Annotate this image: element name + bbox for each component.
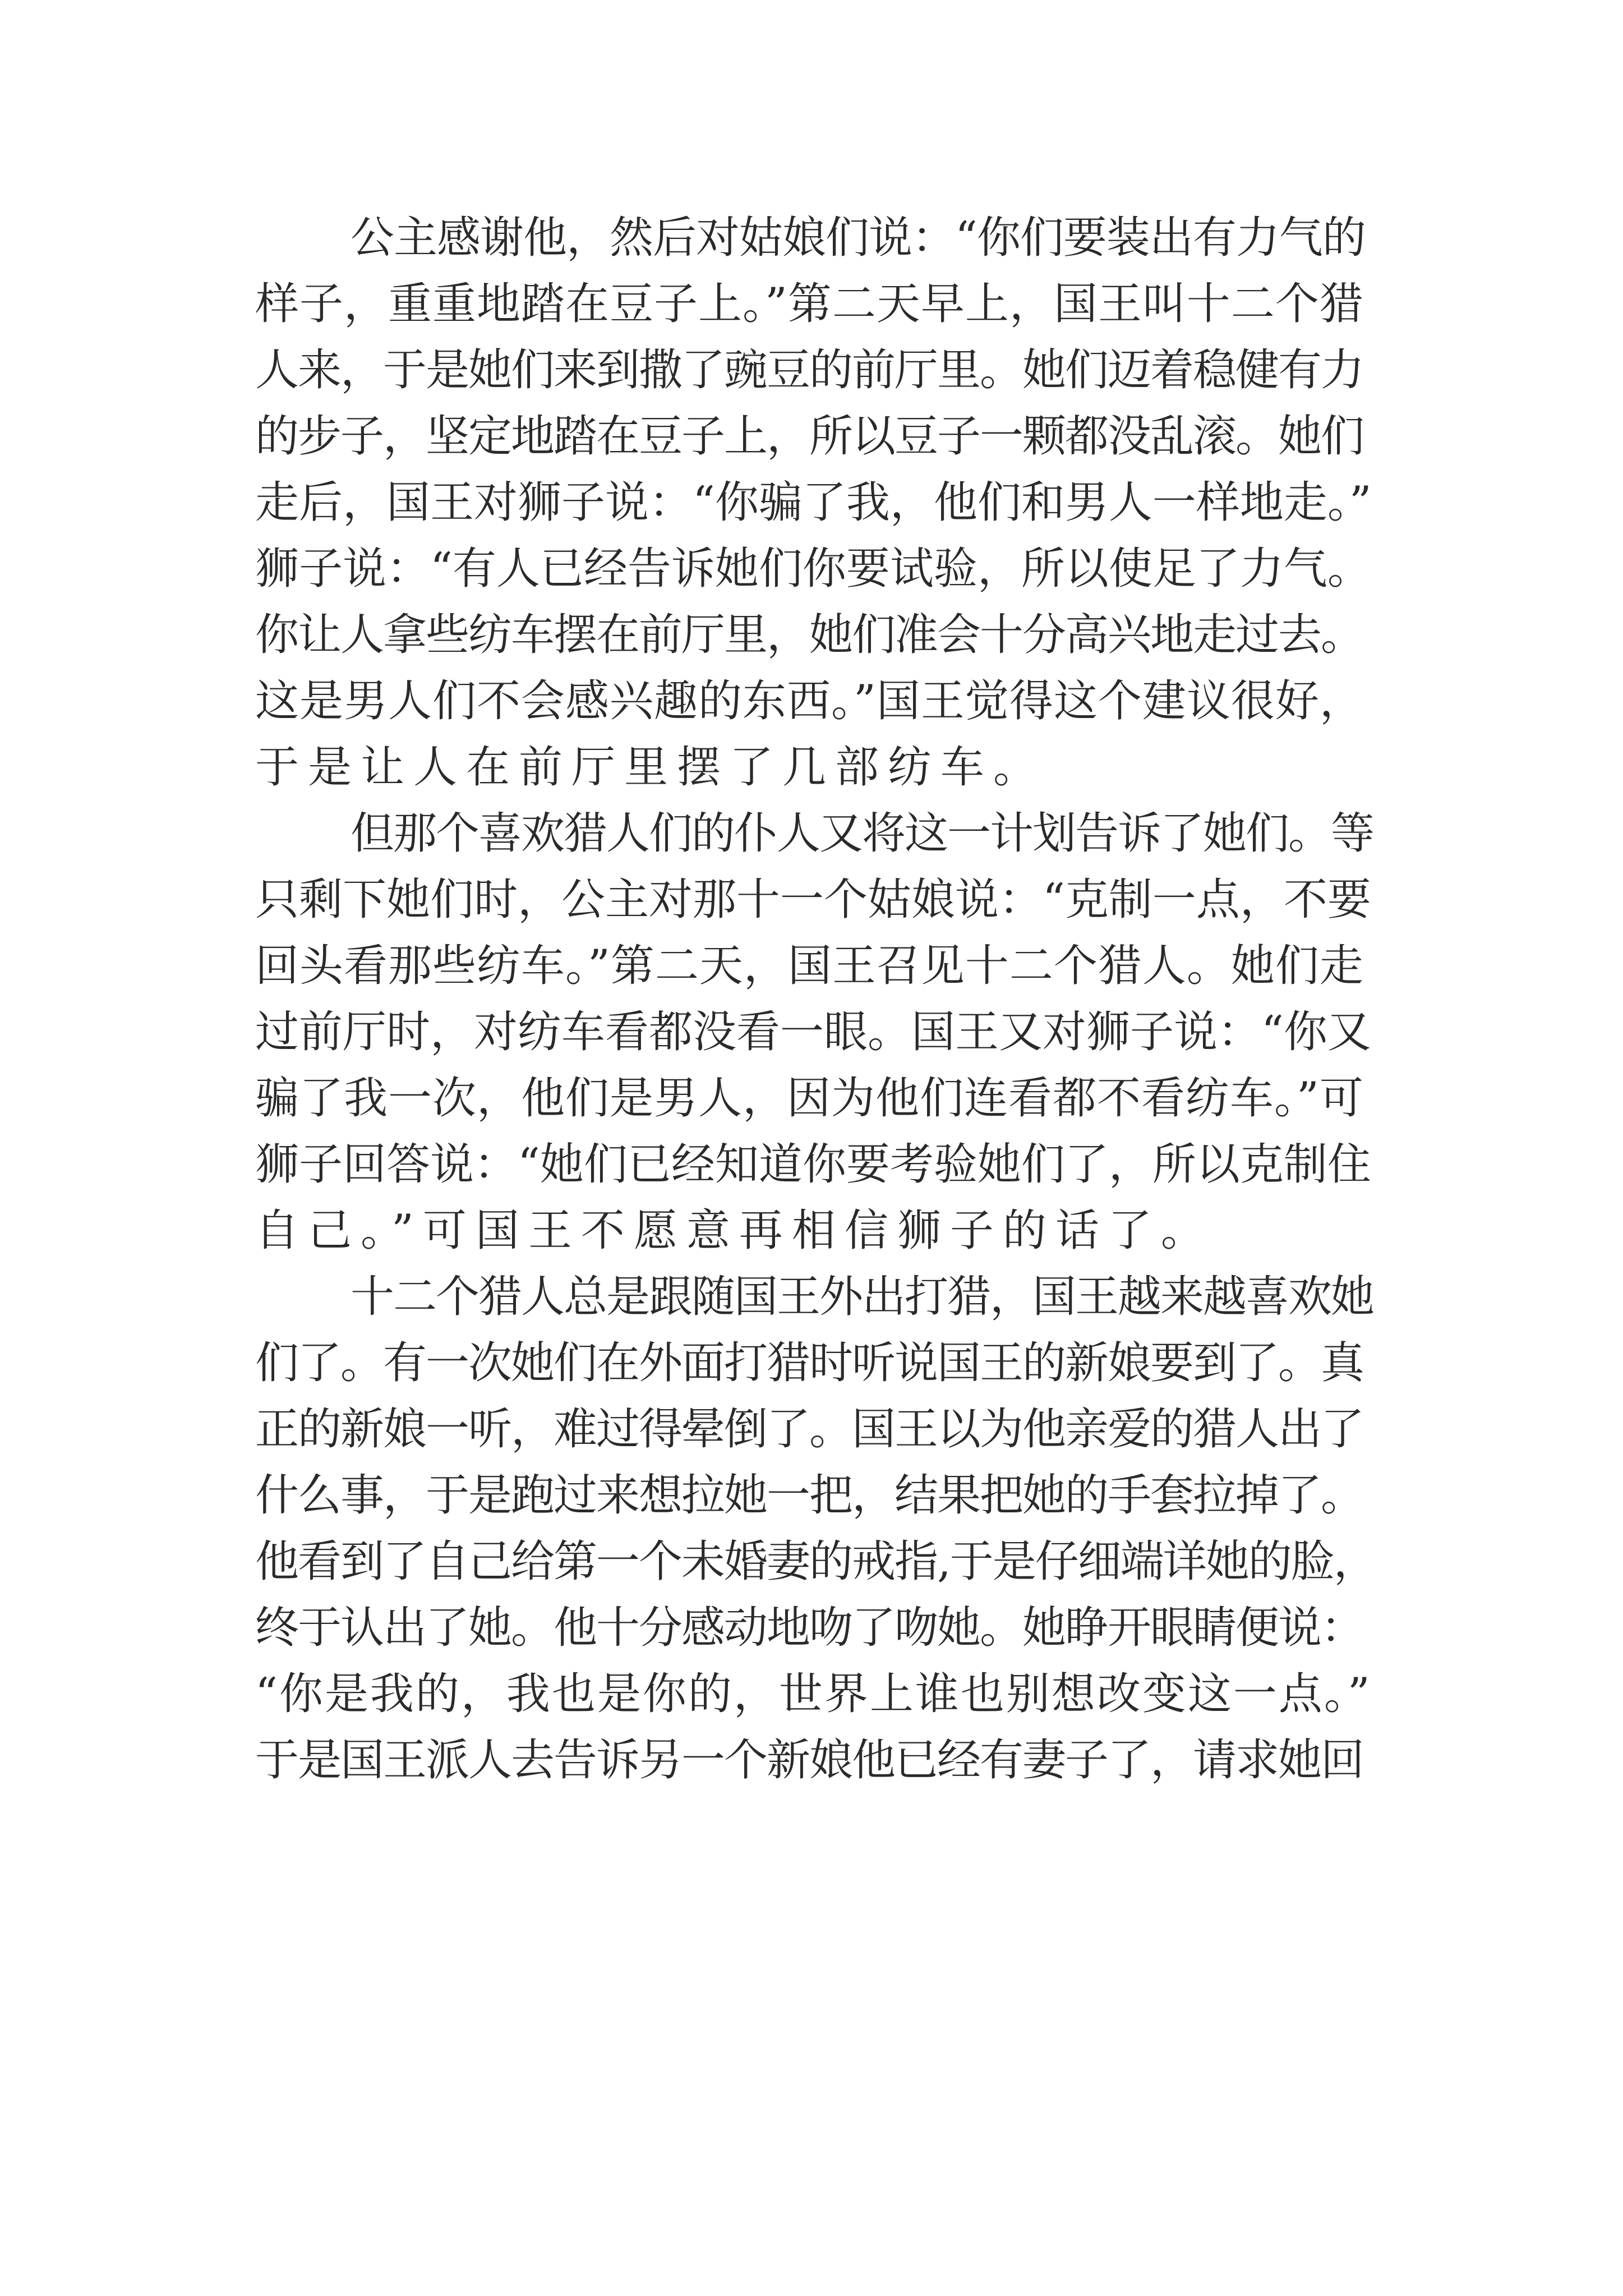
text-line: 什么事，于是跑过来想拉她一把，结果把她的手套拉掉了。 [255, 1470, 1364, 1521]
text-line: 于是让人在前厅里摆了几部纺车。 [255, 742, 1046, 793]
text-line: 样子，重重地踏在豆子上。”第二天早上，国王叫十二个猎 [255, 279, 1364, 329]
text-line: 公主感谢他，然后对姑娘们说：“你们要装出有力气的 [351, 213, 1366, 263]
body-text [255, 205, 1377, 1793]
text-line: 只剩下她们时，公主对那十一个姑娘说：“克制一点，不要 [255, 875, 1371, 925]
text-line: 回头看那些纺车。”第二天，国王召见十二个猎人。她们走 [255, 941, 1364, 991]
text-line: 十二个猎人总是跟随国王外出打猎，国王越来越喜欢她 [351, 1272, 1374, 1322]
text-line: 正的新娘一听，难过得晕倒了。国王以为他亲爱的猎人出了 [255, 1404, 1364, 1455]
text-line: 狮子回答说：“她们已经知道你要考验她们了，所以克制住 [255, 1139, 1371, 1190]
text-line: 你让人拿些纺车摆在前厅里，她们准会十分高兴地走过去。 [255, 610, 1364, 660]
text-line: “你是我的，我也是你的，世界上谁也别想改变这一点。” [255, 1669, 1372, 1719]
text-line: 但那个喜欢猎人们的仆人又将这一计划告诉了她们。等 [351, 808, 1374, 859]
text-line: 骗了我一次，他们是男人，因为他们连看都不看纺车。”可 [255, 1073, 1364, 1124]
text-line: 狮子说：“有人已经告诉她们你要试验，所以使足了力气。 [255, 544, 1371, 594]
text-line: 这是男人们不会感兴趣的东西。”国王觉得这个建议很好， [255, 676, 1364, 726]
text-line: 于是国王派人去告诉另一个新娘他已经有妻子了，请求她回 [255, 1735, 1364, 1786]
text-line: 的步子，坚定地踏在豆子上，所以豆子一颗都没乱滚。她们 [255, 411, 1364, 462]
text-line: 过前厅时，对纺车看都没看一眼。国王又对狮子说：“你又 [255, 1007, 1371, 1057]
text-line: 人来，于是她们来到撒了豌豆的前厅里。她们迈着稳健有力 [255, 345, 1364, 395]
text-line: 们了。有一次她们在外面打猎时听说国王的新娘要到了。真 [255, 1338, 1364, 1388]
text-line: 他看到了自己给第一个未婚妻的戒指,于是仔细端详她的脸， [255, 1536, 1376, 1587]
text-line: 走后，国王对狮子说：“你骗了我，他们和男人一样地走。” [255, 477, 1372, 528]
text-line: 自己。”可国王不愿意再相信狮子的话了。 [255, 1205, 1214, 1256]
text-line: 终于认出了她。他十分感动地吻了吻她。她睁开眼睛便说： [255, 1603, 1364, 1653]
